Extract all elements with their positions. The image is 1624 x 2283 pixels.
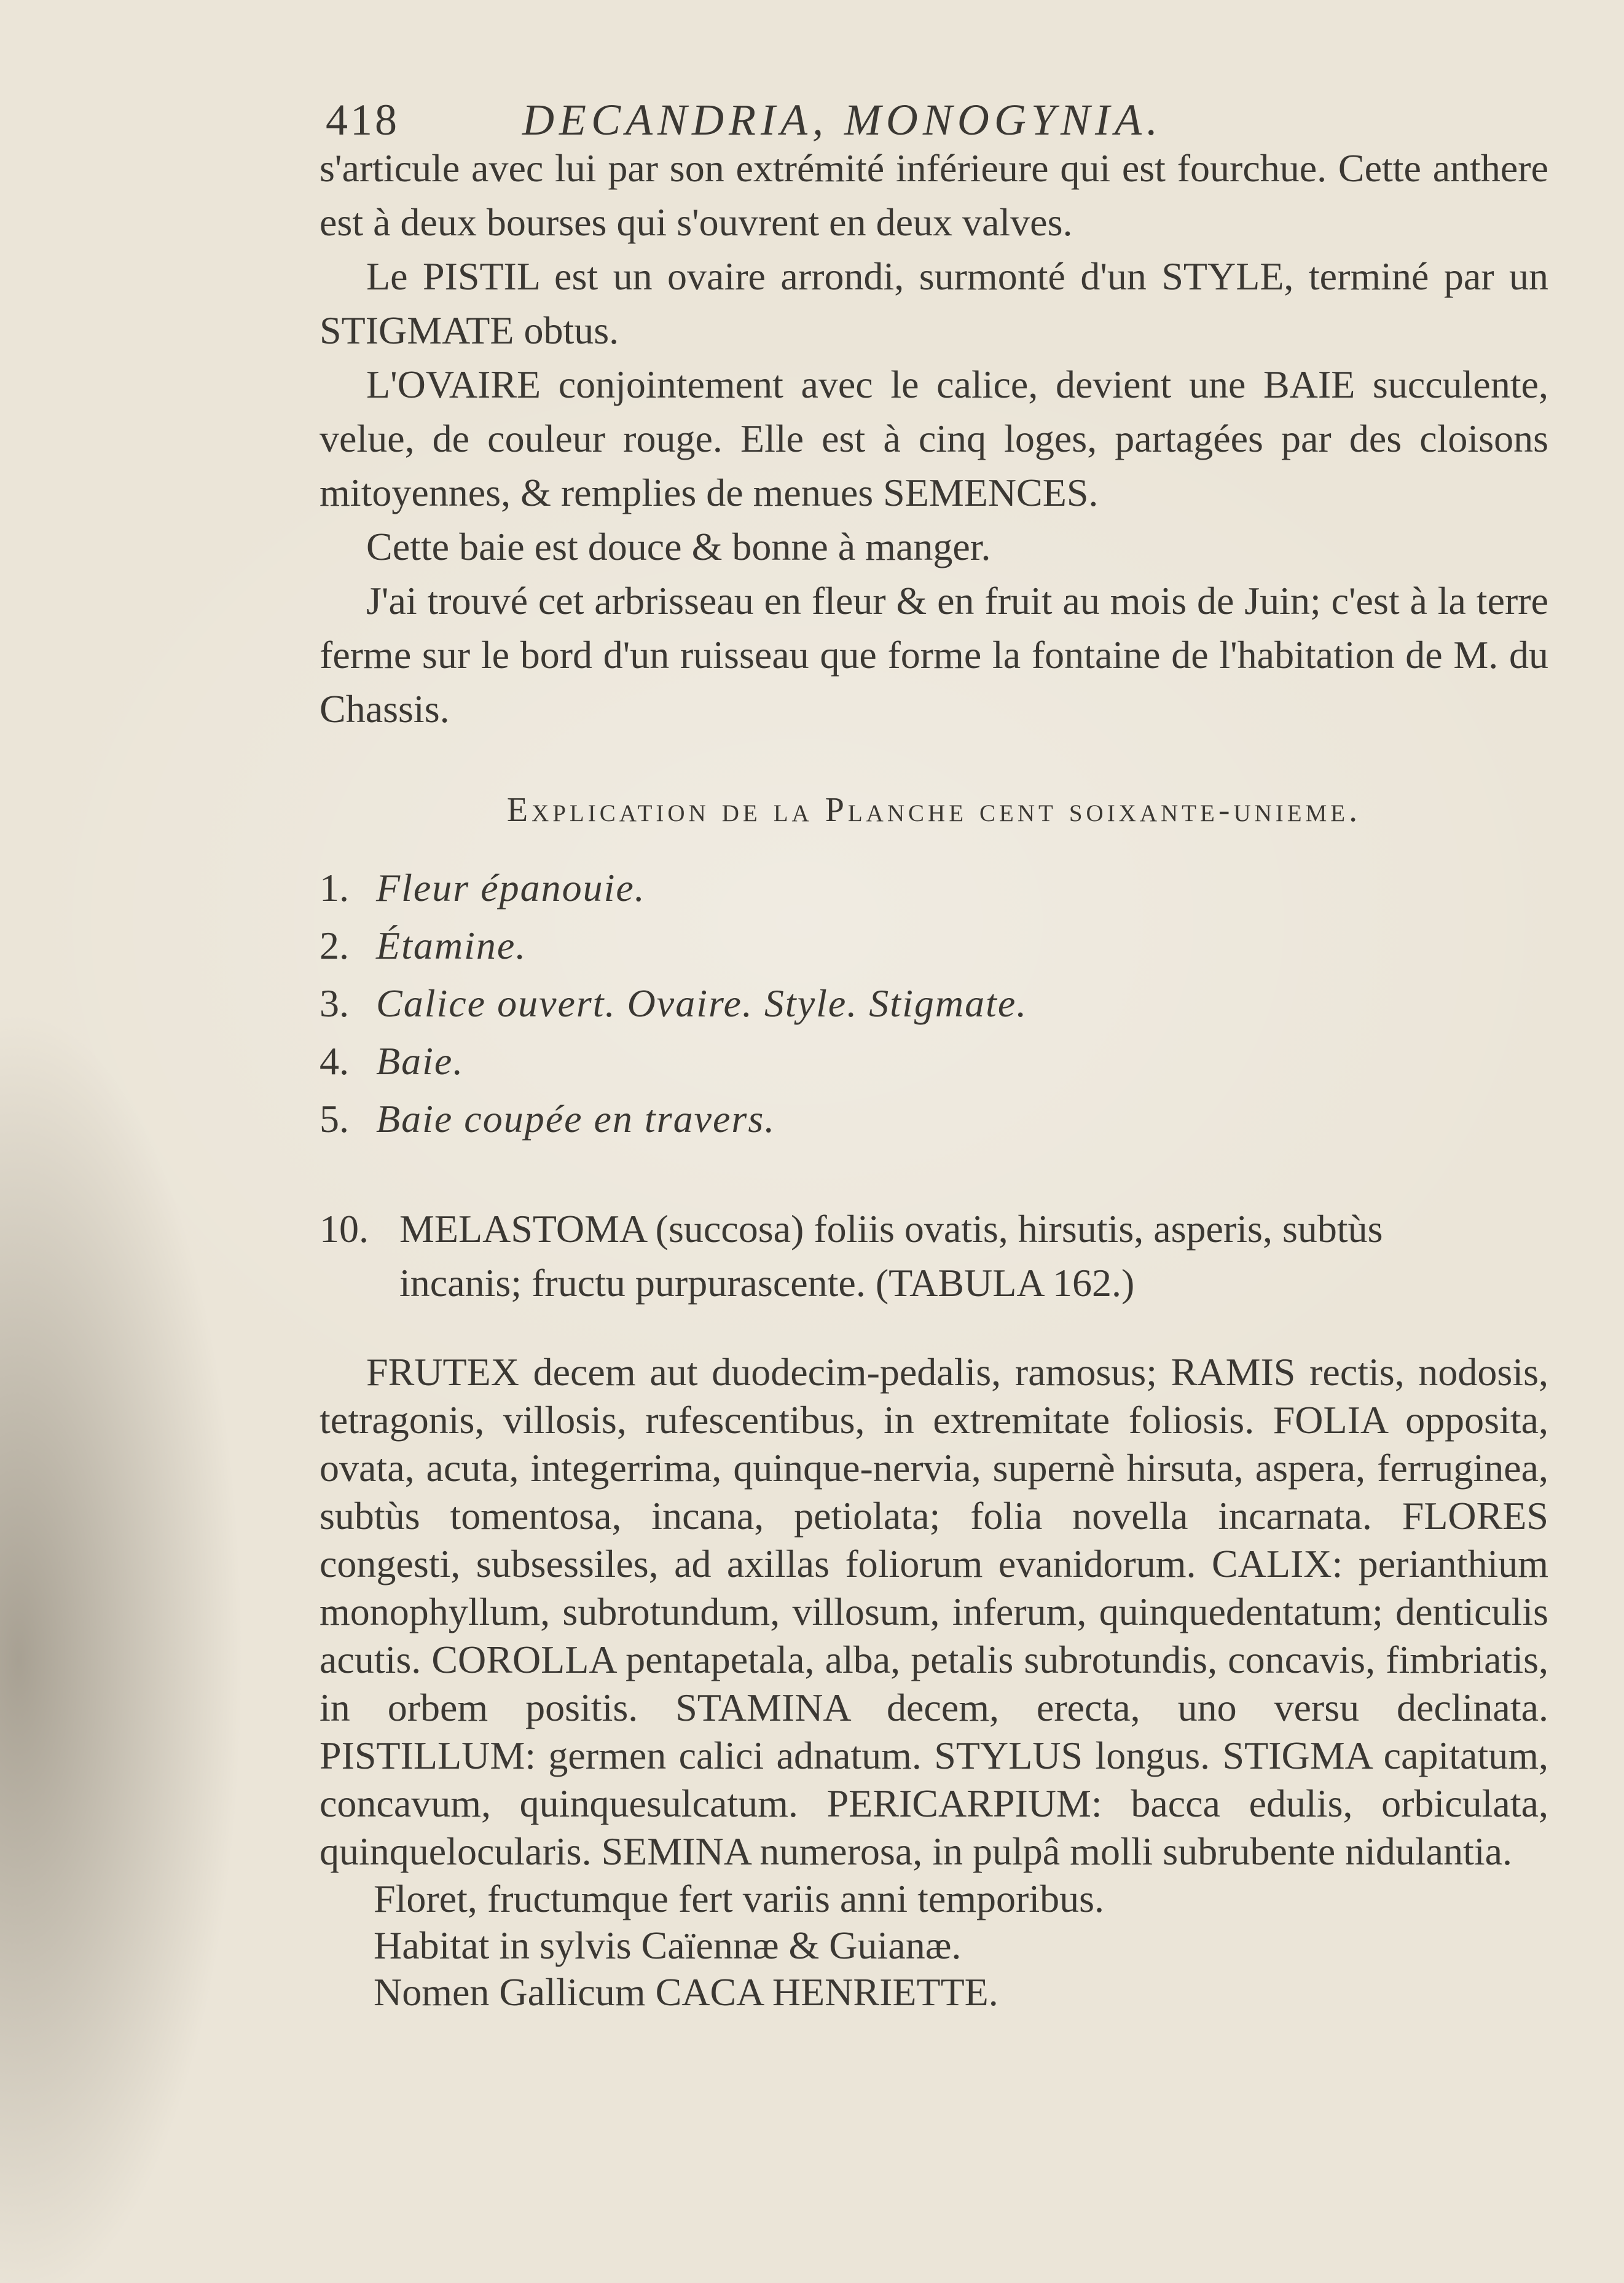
caption-item xyxy=(320,859,1548,917)
caption-number: 4. xyxy=(320,1039,349,1083)
french-paragraph-1: s'articule avec lui par son extrémité inférieure qui est fourchue. Cette anthere est à deux bourses qui s'ouvrent en deux valves. xyxy=(320,146,1548,244)
caption-item xyxy=(320,917,1548,975)
caption-item xyxy=(320,1090,1548,1148)
page-number: 418 xyxy=(326,95,399,144)
species-line-2: incanis; fructu purpurascente. (TABULA 162.) xyxy=(399,1261,1135,1305)
caption-text: Étamine. xyxy=(376,924,527,967)
running-title: DECANDRIA, MONOGYNIA. xyxy=(522,95,1163,144)
caption-item xyxy=(320,1032,1548,1090)
flowering-note: Floret, fructumque fert variis anni temporibus. xyxy=(374,1877,1105,1920)
common-name-note: Nomen Gallicum CACA HENRIETTE. xyxy=(374,1970,998,2014)
latin-paragraph: FRUTEX decem aut duodecim-pedalis, ramosus; RAMIS rectis, nodosis, tetragonis, villosis, rufescentibus, in extremitate foliosis. FOLIA opposita, ovata, acuta, integerrima, quinque-nervia, supernè hirsuta, aspera, ferruginea, subtùs tomentosa, incana, petiolata; folia novella incarnata. FLORES congesti, subsessiles, ad axillas foliorum evanidorum. CALIX: perianthium monophyllum, subrotundum, villosum, inferum, quinquedentatum; denticulis acutis. COROLLA pentapetala, alba, petalis subrotundis, concavis, fimbriatis, in orbem positis. STAMINA decem, erecta, uno versu declinata. PISTILLUM: germen calici adnatum. STYLUS longus. STIGMA capitatum, concavum, quinquesulcatum. PERICARPIUM: bacca edulis, orbiculata, quinquelocularis. SEMINA numerosa, in pulpâ molli subrubente nidulantia. xyxy=(320,1350,1548,1873)
caption-text: Baie. xyxy=(376,1039,465,1083)
latin-description xyxy=(320,1348,1548,1876)
caption-text: Calice ouvert. Ovaire. Style. Stigmate. xyxy=(376,981,1028,1025)
species-number: 10. xyxy=(320,1207,369,1251)
caption-item xyxy=(320,975,1548,1032)
french-paragraph-2: Le PISTIL est un ovaire arrondi, surmonté d'un STYLE, terminé par un STIGMATE obtus. xyxy=(320,254,1548,352)
habitat-note: Habitat in sylvis Caïennæ & Guianæ. xyxy=(374,1923,962,1967)
caption-text: Baie coupée en travers. xyxy=(376,1097,776,1141)
caption-number: 2. xyxy=(320,924,349,967)
species-entry xyxy=(320,1202,1548,1310)
plate-captions xyxy=(320,859,1548,1148)
caption-number: 3. xyxy=(320,981,349,1025)
species-line-1: MELASTOMA (succosa) foliis ovatis, hirsutis, asperis, subtùs xyxy=(399,1207,1383,1251)
french-paragraph-4: Cette baie est douce & bonne à manger. xyxy=(366,525,991,568)
plate-explanation-title: Explication de la Planche cent soixante-unieme. xyxy=(506,791,1362,829)
caption-number: 1. xyxy=(320,866,349,910)
species-heading xyxy=(320,1202,1548,1256)
french-paragraph-5: J'ai trouvé cet arbrisseau en fleur & en fruit au mois de Juin; c'est à la terre ferme sur le bord d'un ruisseau que forme la fontaine de l'habitation de M. du Chassis. xyxy=(320,579,1548,731)
french-paragraph-3: L'OVAIRE conjointement avec le calice, devient une BAIE succulente, velue, de couleur rouge. Elle est à cinq loges, partagées par des cloisons mitoyennes, & remplies de menues SEMENCES. xyxy=(320,363,1548,514)
caption-text: Fleur épanouie. xyxy=(376,866,646,910)
text-block xyxy=(320,141,1548,2016)
caption-number: 5. xyxy=(320,1097,349,1141)
